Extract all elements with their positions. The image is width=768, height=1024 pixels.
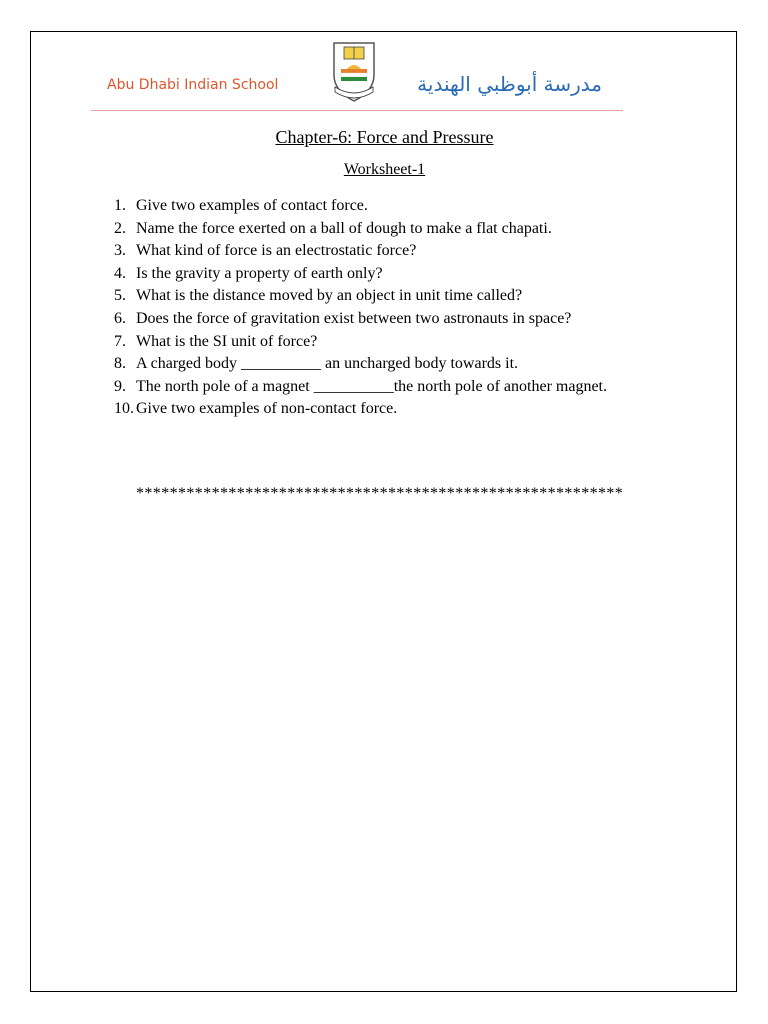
school-name-arabic: مدرسة أبوظبي الهندية [417,72,602,96]
list-item [114,308,607,331]
chapter-title-text: Chapter-6: Force and Pressure [275,127,494,147]
list-item [114,376,607,399]
page-title [31,127,738,148]
question-text: Is the gravity a property of earth only? [136,264,383,282]
question-number: 4. [114,264,126,282]
header-divider [91,110,623,111]
school-name-english: Abu Dhabi Indian School [107,77,279,93]
question-number: 9. [114,377,126,395]
question-number: 8. [114,355,126,373]
page-subtitle [31,161,738,179]
question-number: 1. [114,197,126,214]
end-separator-stars: ********************************************************** [136,485,624,502]
list-item [114,240,607,263]
question-text: The north pole of a magnet __________the north pole of another magnet. [136,377,607,395]
question-text: What kind of force is an electrostatic force? [136,242,417,260]
question-number: 3. [114,242,126,260]
question-list [114,195,607,421]
list-item [114,263,607,286]
list-item [114,285,607,308]
question-number: 7. [114,332,126,350]
question-text: What is the distance moved by an object in unit time called? [136,287,523,305]
question-text: Does the force of gravitation exist between two astronauts in space? [136,309,572,327]
question-text: Name the force exerted on a ball of dough to make a flat chapati. [136,219,552,237]
question-number: 10. [114,400,134,418]
question-number: 6. [114,309,126,327]
worksheet-page [30,31,737,992]
question-number: 2. [114,219,126,237]
list-item [114,331,607,354]
question-number: 5. [114,287,126,305]
question-text: What is the SI unit of force? [136,332,318,350]
list-item [114,195,607,218]
school-crest-logo [329,39,379,105]
worksheet-label: Worksheet-1 [343,161,426,178]
question-text: A charged body __________ an uncharged body towards it. [136,355,519,373]
question-text: Give two examples of non-contact force. [136,400,398,418]
question-text: Give two examples of contact force. [136,197,368,214]
list-item [114,353,607,376]
list-item [114,218,607,241]
list-item [114,398,607,421]
